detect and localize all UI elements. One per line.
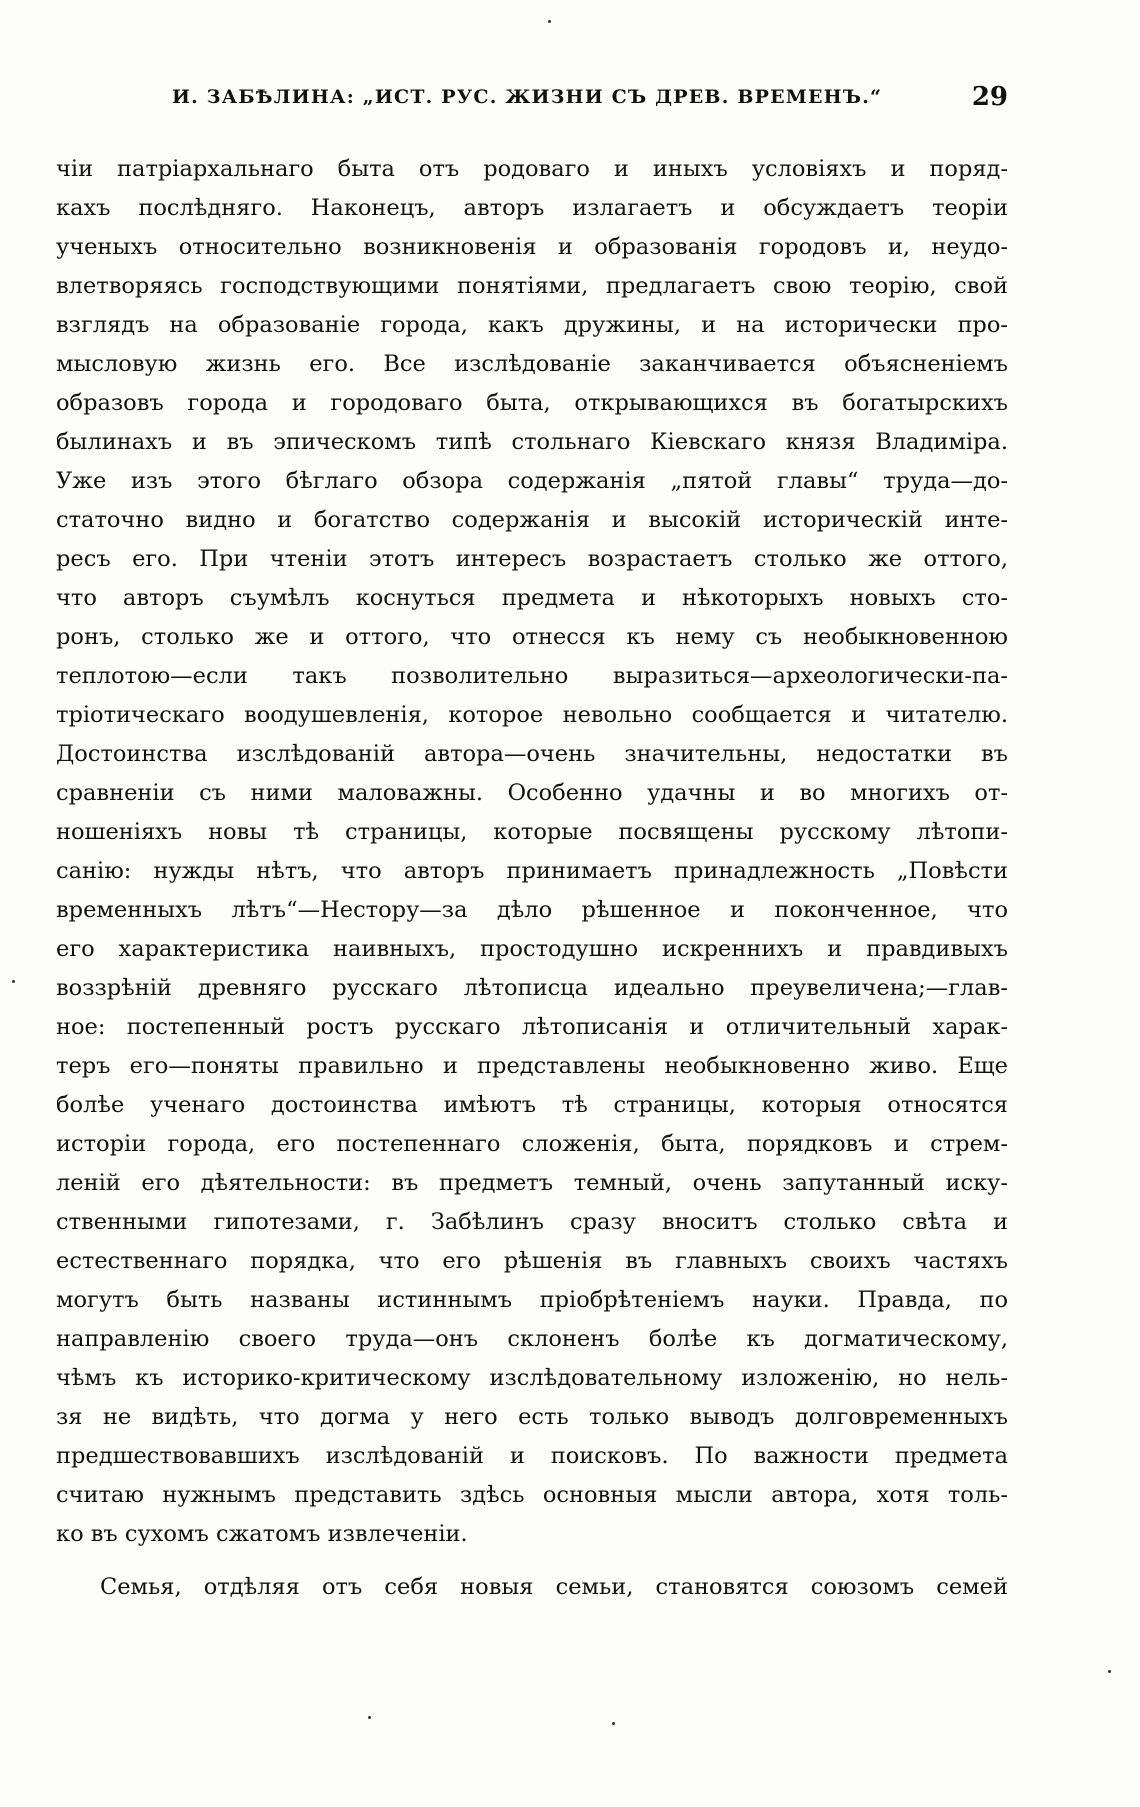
text-line: болѣе ученаго достоинства имѣютъ тѣ страницы, которыя относятся <box>56 1092 1008 1118</box>
text-line: Уже изъ этого бѣглаго обзора содержанія „пятой главы“ труда—до- <box>56 468 1008 494</box>
text-line: тріотическаго воодушевленія, которое невольно сообщается и читателю. <box>56 702 1008 728</box>
running-head <box>172 82 1008 118</box>
text-line: кахъ послѣдняго. Наконецъ, авторъ излагаетъ и обсуждаетъ теоріи <box>56 195 1008 221</box>
text-line: ственными гипотезами, г. Забѣлинъ сразу вноситъ столько свѣта и <box>56 1209 1008 1235</box>
text-line: Достоинства изслѣдованій автора—очень значительны, недостатки въ <box>56 741 1008 767</box>
text-line: леній его дѣятельности: въ предметъ темный, очень запутанный иску- <box>56 1170 1008 1196</box>
paragraph <box>56 150 1008 1554</box>
text-line: что авторъ съумѣлъ коснуться предмета и нѣкоторыхъ новыхъ сто- <box>56 585 1008 611</box>
text-line: чіи патріархальнаго быта отъ родоваго и иныхъ условіяхъ и поряд- <box>56 156 1008 182</box>
text-line: Семья, отдѣляя отъ себя новыя семьи, становятся союзомъ семей <box>100 1574 1008 1600</box>
text-line: исторіи города, его постепеннаго сложенія, быта, порядковъ и стрем- <box>56 1131 1008 1157</box>
text-line: чѣмъ къ историко-критическому изслѣдовательному изложенію, но нель- <box>56 1365 1008 1391</box>
text-line: ное: постепенный ростъ русскаго лѣтописанія и отличительный харак- <box>56 1014 1008 1040</box>
print-speck <box>612 1722 615 1725</box>
text-line: его характеристика наивныхъ, простодушно искреннихъ и правдивыхъ <box>56 936 1008 962</box>
text-line: считаю нужнымъ представить здѣсь основныя мысли автора, хотя толь- <box>56 1482 1008 1508</box>
text-line: былинахъ и въ эпическомъ типѣ стольнаго Кіевскаго князя Владиміра. <box>56 429 1008 455</box>
text-line: мысловую жизнь его. Все изслѣдованіе заканчивается объясненіемъ <box>56 351 1008 377</box>
text-line: ношеніяхъ новы тѣ страницы, которые посвящены русскому лѣтопи- <box>56 819 1008 845</box>
text-line: санію: нужды нѣтъ, что авторъ принимаетъ принадлежность „Повѣсти <box>56 858 1008 884</box>
text-line: теплотою—если такъ позволительно выразиться—археологически-па- <box>56 663 1008 689</box>
print-speck <box>1108 1670 1111 1673</box>
print-speck <box>548 20 551 23</box>
text-line: зя не видѣть, что догма у него есть только выводъ долговременныхъ <box>56 1404 1008 1430</box>
text-line: ко въ сухомъ сжатомъ извлеченіи. <box>56 1521 468 1547</box>
running-title: И. ЗАБѢЛИНА: „ИСТ. РУС. ЖИЗНИ СЪ ДРЕВ. ВРЕМЕНЪ.“ <box>172 86 883 108</box>
text-line: взглядъ на образованіе города, какъ дружины, и на исторически про- <box>56 312 1008 338</box>
text-line: направленію своего труда—онъ склоненъ болѣе къ догматическому, <box>56 1326 1008 1352</box>
text-line: ученыхъ относительно возникновенія и образованія городовъ и, неудо- <box>56 234 1008 260</box>
text-line: влетворяясь господствующими понятіями, предлагаетъ свою теорію, свой <box>56 273 1008 299</box>
print-speck <box>12 980 15 983</box>
text-line: естественнаго порядка, что его рѣшенія въ главныхъ своихъ частяхъ <box>56 1248 1008 1274</box>
text-line: воззрѣній древняго русскаго лѣтописца идеально преувеличена;—глав- <box>56 975 1008 1001</box>
print-speck <box>368 1716 371 1719</box>
text-line: ронъ, столько же и оттого, что отнесся къ нему съ необыкновенною <box>56 624 1008 650</box>
text-line: статочно видно и богатство содержанія и высокій историческій инте- <box>56 507 1008 533</box>
paragraph <box>56 1568 1008 1607</box>
text-line: образовъ города и городоваго быта, открывающихся въ богатырскихъ <box>56 390 1008 416</box>
text-line: теръ его—поняты правильно и представлены необыкновенно живо. Еще <box>56 1053 1008 1079</box>
text-line: временныхъ лѣтъ“—Нестору—за дѣло рѣшенное и поконченное, что <box>56 897 1008 923</box>
page-number: 29 <box>971 82 1008 112</box>
body-text <box>56 150 1008 1607</box>
paragraph-gap <box>56 1554 1008 1568</box>
text-line: могутъ быть названы истиннымъ пріобрѣтеніемъ науки. Правда, по <box>56 1287 1008 1313</box>
text-line: предшествовавшихъ изслѣдованій и поисковъ. По важности предмета <box>56 1443 1008 1469</box>
text-line: ресъ его. При чтеніи этотъ интересъ возрастаетъ столько же оттого, <box>56 546 1008 572</box>
text-line: сравненіи съ ними маловажны. Особенно удачны и во многихъ от- <box>56 780 1008 806</box>
